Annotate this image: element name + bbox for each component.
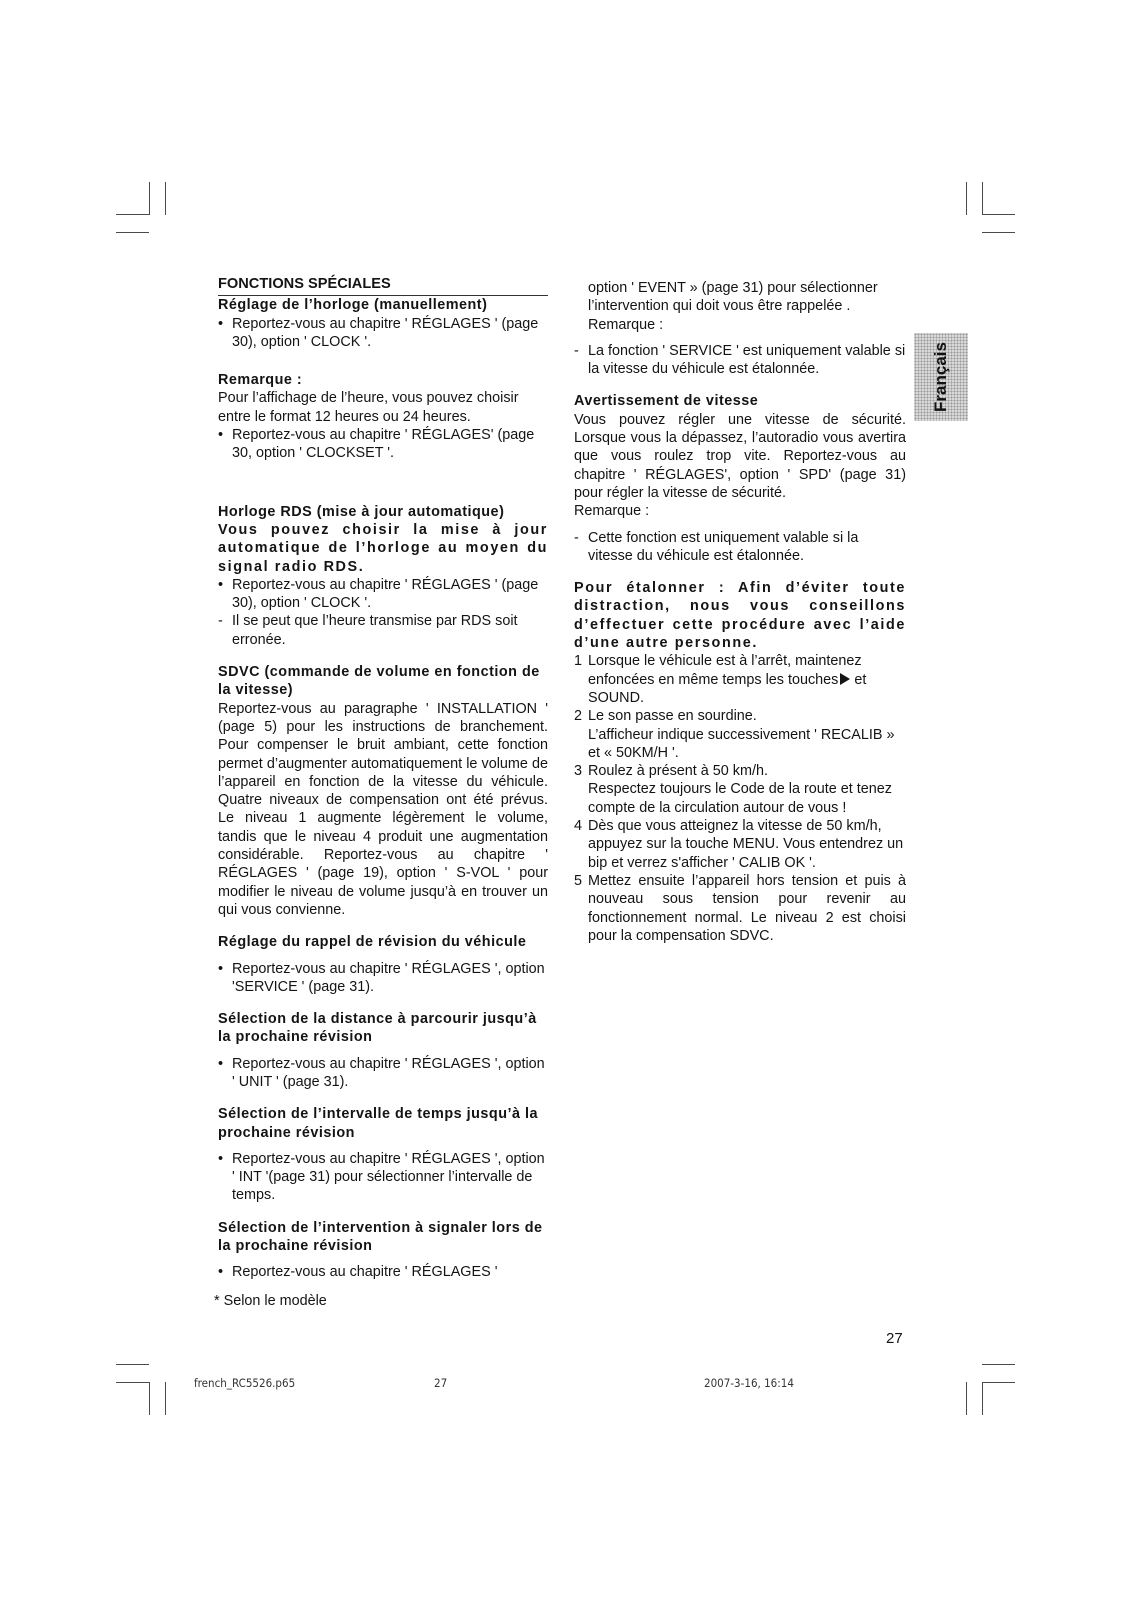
dash-item: - Cette fonction est uniquement valable si la vitesse du véhicule est étalonnée. [574, 529, 859, 564]
crop-mark [966, 182, 967, 215]
distance-heading: Sélection de la distance à parcourir jusqu’à la prochaine révision [218, 1011, 537, 1046]
footer-date: 2007-3-16, 16:14 [704, 1376, 794, 1390]
crop-mark [982, 214, 1015, 215]
crop-mark [116, 1382, 149, 1383]
clock-manual-heading: Réglage de l’horloge (manuellement) [218, 297, 488, 314]
step-item: 1 Lorsque le véhicule est à l’arrêt, maintenez enfoncées en même temps les touches et SOUND. [574, 653, 867, 706]
paragraph: Vous pouvez régler une vitesse de sécurité. Lorsque vous la dépassez, l’autoradio vous avertira que vous roulez trop vite. Reportez-vous au chapitre ' RÉGLAGES', option ' SPD' (page 31) pour régler la vitesse de sécurité. [574, 411, 906, 501]
bullet-item: • Reportez-vous au chapitre ' RÉGLAGES' (page 30, option ' CLOCKSET '. [218, 427, 535, 462]
crop-mark [116, 232, 149, 233]
step-item: 4 Dès que vous atteignez la vitesse de 50 km/h, appuyez sur la touche MENU. Vous entendrez un bip et verrez s'afficher ' CALIB OK '. [574, 818, 904, 871]
crop-mark [165, 1382, 166, 1415]
intervention-heading: Sélection de l’intervention à signaler lors de la prochaine révision [218, 1219, 543, 1255]
left-column [218, 275, 548, 1282]
section-title: FONCTIONS SPÉCIALES [218, 275, 548, 296]
step-item: 3 Roulez à présent à 50 km/h. Respectez toujours le Code de la route et tenez compte de la circulation autour de vous ! [574, 763, 892, 816]
dash-item: - La fonction ' SERVICE ' est uniquement valable si la vitesse du véhicule est étalonnée. [574, 342, 906, 378]
crop-mark [116, 214, 149, 215]
footer-page: 27 [434, 1376, 448, 1390]
rds-clock-heading: Horloge RDS (mise à jour automatique) [218, 503, 505, 520]
remark-heading: Remarque : [218, 372, 303, 389]
right-column [574, 279, 906, 945]
page-number: 27 [886, 1330, 903, 1347]
language-tab-label: Français [931, 342, 950, 412]
paragraph: Reportez-vous au paragraphe ' INSTALLATION ' (page 5) pour les instructions de branchement. Pour compenser le bruit ambiant, cette fonction permet d’augmenter automatiquement le volume de l’appareil en fonction de la vitesse du véhicule. Quatre niveaux de compensation ont été prévus. Le niveau 1 augmente légèrement le volume, tandis que le niveau 4 produit une augmentation considérable. Reportez-vous au chapitre ' RÉGLAGES ' (page 19), option ' S-VOL ' pour modifier le niveau de volume jusqu’à en trouver un qui vous convienne. [218, 700, 548, 918]
bullet-item: • Reportez-vous au chapitre ' RÉGLAGES ', option ' INT '(page 31) pour sélectionner l’intervalle de temps. [218, 1150, 545, 1204]
bullet-item: • Reportez-vous au chapitre ' RÉGLAGES ' (page 30), option ' CLOCK '. [218, 315, 539, 350]
crop-mark [982, 1364, 1015, 1365]
service-reminder-heading: Réglage du rappel de révision du véhicule [218, 934, 527, 951]
continued-text: option ' EVENT » (page 31) pour sélectionner l’intervention qui doit vous être rappelée . [588, 280, 878, 315]
interval-heading: Sélection de l’intervalle de temps jusqu’à la prochaine révision [218, 1106, 539, 1141]
footer-file: french_RC5526.p65 [194, 1376, 296, 1390]
crop-mark [116, 1364, 149, 1365]
bullet-item: • Reportez-vous au chapitre ' RÉGLAGES ', option ' UNIT ' (page 31). [218, 1055, 545, 1090]
calibration-heading: Pour étalonner : Afin d’éviter toute distraction, nous vous conseillons d’effectuer cette procédure avec l’aide d’une autre personne. [574, 580, 906, 652]
step-item: 5 Mettez ensuite l’appareil hors tension et puis à nouveau sous tension pour revenir au fonctionnement normal. Le niveau 2 est choisi pour la compensation SDVC. [574, 872, 906, 944]
rds-clock-subheading: Vous pouvez choisir la mise à jour automatique de l’horloge au moyen du signal radio RDS. [218, 521, 548, 575]
crop-mark [982, 1382, 1015, 1383]
play-triangle-icon [840, 673, 850, 685]
crop-mark [149, 182, 150, 215]
bullet-item: • Reportez-vous au chapitre ' RÉGLAGES ' [218, 1264, 498, 1281]
sdvc-heading: SDVC (commande de volume en fonction de la vitesse) [218, 664, 540, 699]
remark-label: Remarque : [588, 316, 664, 333]
crop-mark [149, 1382, 150, 1415]
crop-mark [966, 1382, 967, 1415]
crop-mark [982, 182, 983, 215]
remark-label: Remarque : [574, 503, 650, 520]
paragraph: Pour l’affichage de l’heure, vous pouvez choisir entre le format 12 heures ou 24 heures. [218, 390, 519, 425]
crop-mark [982, 1382, 983, 1415]
dash-item: - Il se peut que l’heure transmise par RDS soit erronée. [218, 613, 518, 648]
crop-mark [982, 232, 1015, 233]
crop-mark [165, 182, 166, 215]
language-tab [914, 333, 968, 421]
footnote: * Selon le modèle [214, 1293, 327, 1309]
bullet-item: • Reportez-vous au chapitre ' RÉGLAGES ' (page 30), option ' CLOCK '. [218, 576, 539, 612]
speed-warning-heading: Avertissement de vitesse [574, 393, 759, 410]
step-item: 2 Le son passe en sourdine. L’afficheur indique successivement ' RECALIB » et « 50KM/H '. [574, 708, 895, 761]
bullet-item: • Reportez-vous au chapitre ' RÉGLAGES ', option 'SERVICE ' (page 31). [218, 960, 545, 995]
